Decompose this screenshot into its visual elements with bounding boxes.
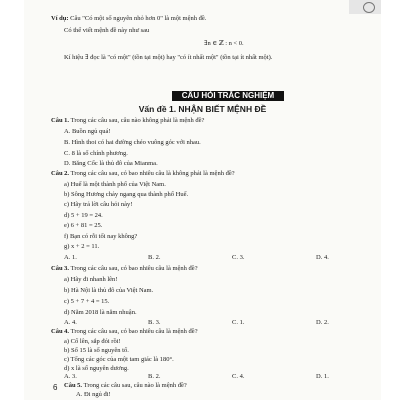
q3-stem: Trong các câu sau, có bao nhiêu câu là mệnh đề? [70, 265, 198, 272]
rewrite-line: Có thể viết mệnh đề này như sau [64, 27, 150, 34]
q2-stem: Trong các câu sau, có bao nhiêu câu là không phải là mệnh đề? [70, 170, 235, 177]
q4-item-b: b) Số 15 là số nguyên tố. [64, 347, 129, 354]
q2-item-d: d) 5 + 19 = 24. [64, 212, 103, 219]
q1-option-a: A. Buồn ngủ quá! [64, 128, 111, 135]
q4-option-a: A. 3. [64, 373, 77, 380]
q4-item-c: c) Tổng các góc của một tam giác là 180°. [64, 356, 174, 363]
q3-item-a: a) Hãy đi nhanh lên! [64, 276, 118, 283]
example-text: Câu "Có một số nguyên nhỏ hơn 0" là một mệnh đề. [70, 15, 207, 22]
q4-stem: Trong các câu sau, có bao nhiêu câu là mệnh đề? [70, 328, 198, 335]
q3-item-d: d) Năm 2018 là năm nhuận. [64, 309, 137, 316]
example-label: Ví dụ: [51, 15, 69, 22]
q3-stem-line [51, 264, 198, 274]
page-header-strip [349, 0, 381, 14]
q2-label: Câu 2. [51, 170, 70, 177]
q4-label: Câu 4. [51, 328, 70, 335]
q3-option-c: C. 1. [232, 319, 245, 326]
q2-item-c: c) Hãy trả lời câu hỏi này! [64, 201, 133, 208]
q5-stem: Trong các câu sau, câu nào là mệnh đề? [83, 382, 187, 389]
q1-option-b: B. Hình thoi có hai đường chéo vuông góc với nhau. [64, 139, 201, 146]
q4-option-c: C. 4. [232, 373, 245, 380]
q4-item-a: a) Cố lên, sắp đói rồi! [64, 338, 121, 345]
q2-option-a: A. 1. [64, 254, 77, 261]
q4-item-d: d) x là số nguyên dương. [64, 365, 129, 372]
q4-stem-line [51, 327, 198, 337]
page-number: 6 [53, 383, 58, 392]
q1-stem: Trong các câu sau, câu nào không phải là mệnh đề? [70, 117, 205, 124]
q5-option-a: A. Đi ngủ đi! [76, 391, 111, 398]
q5-label: Câu 5. [64, 382, 83, 389]
q2-option-c: C. 3. [232, 254, 245, 261]
book-page [24, 0, 381, 400]
q1-stem-line [51, 116, 204, 126]
q1-label: Câu 1. [51, 117, 70, 124]
q3-label: Câu 3. [51, 265, 70, 272]
q2-item-g: g) x + 2 = 11. [64, 243, 100, 250]
q2-stem-line [51, 169, 235, 179]
note-line: Kí hiệu ∃ đọc là "có một" (tồn tại một) hay "có ít nhất một" (tồn tại ít nhất một). [64, 54, 273, 61]
banner-multiple-choice: CÂU HỎI TRẮC NGHIỆM [172, 91, 284, 101]
q3-option-b: B. 3. [148, 319, 161, 326]
q2-option-b: B. 2. [148, 254, 161, 261]
formula: ∃n ∈ ℤ : n < 0. [204, 40, 244, 47]
q4-option-b: B. 2. [148, 373, 161, 380]
q3-item-c: c) 5 + 7 + 4 = 15. [64, 298, 110, 305]
q3-item-b: b) Hà Nội là thủ đô của Việt Nam. [64, 287, 154, 294]
q3-option-d: D. 2. [316, 319, 329, 326]
example-line [51, 14, 206, 24]
q4-option-d: D. 1. [316, 373, 329, 380]
q1-option-c: C. 8 là số chính phương. [64, 150, 128, 157]
q3-option-a: A. 4. [64, 319, 77, 326]
q2-item-b: b) Sông Hương chảy ngang qua thành phố Huế. [64, 191, 189, 198]
q2-item-e: e) 6 + 81 = 25. [64, 222, 103, 229]
q2-item-a: a) Huế là một thành phố của Việt Nam. [64, 181, 166, 188]
q2-item-f: f) Bạn có rỗi tối nay không? [64, 233, 138, 240]
header-logo-icon [363, 2, 375, 13]
section-title: Vấn đề 1. NHẬN BIẾT MỆNH ĐỀ [138, 104, 267, 114]
q1-option-d: D. Băng Cốc là thủ đô của Mianma. [64, 160, 158, 167]
q2-option-d: D. 4. [316, 254, 329, 261]
